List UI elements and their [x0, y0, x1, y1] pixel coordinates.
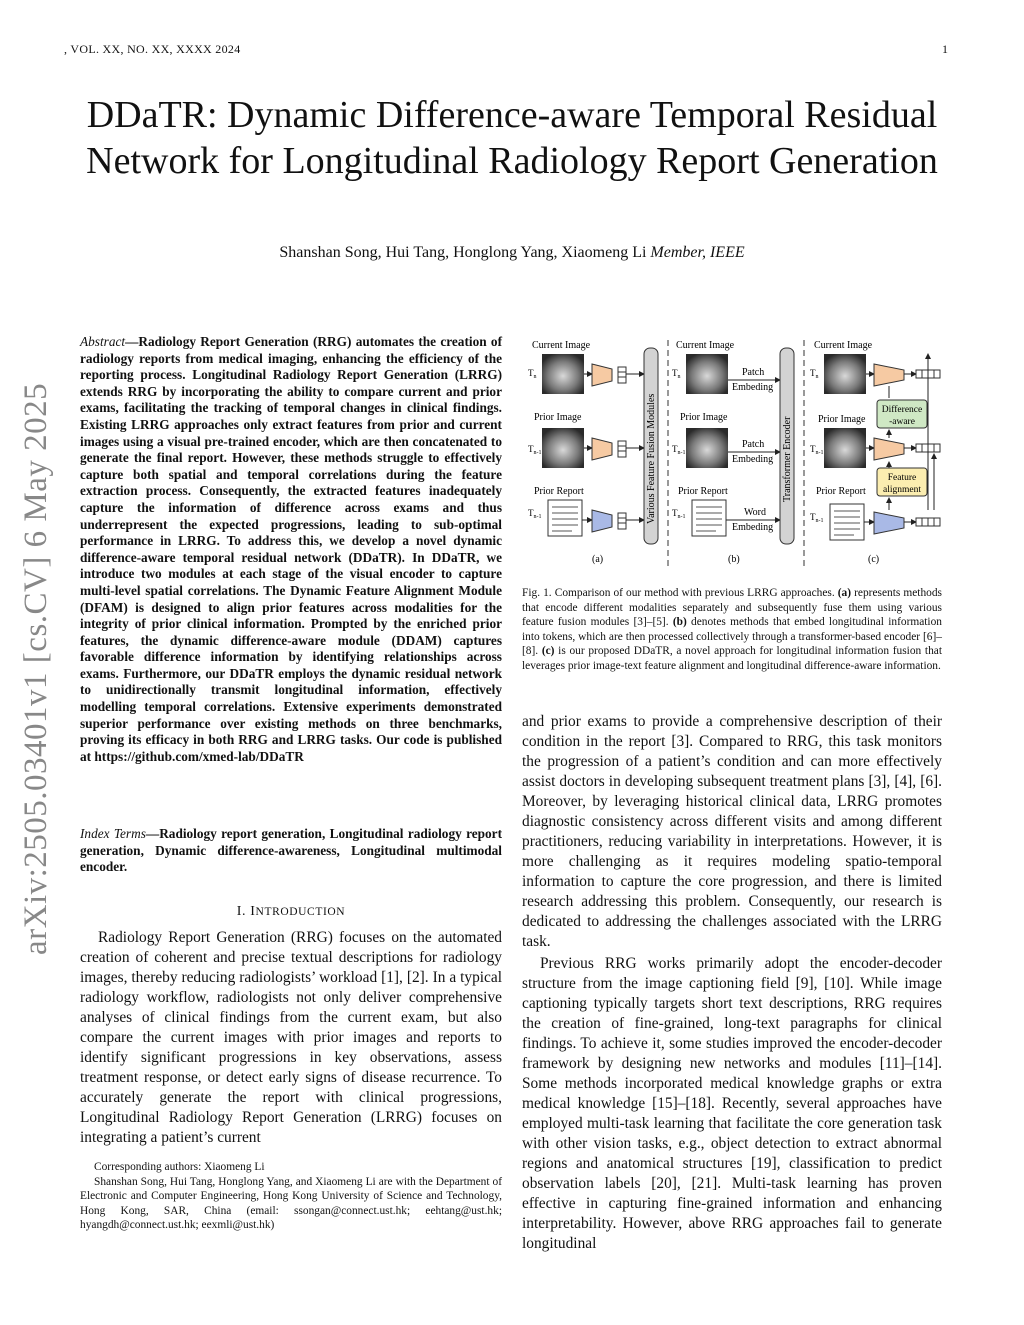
- panel-b-embed-1: Embeding: [732, 382, 774, 393]
- panel-c-tn: $T_n$: [810, 368, 819, 380]
- difference-label: Difference: [881, 405, 923, 415]
- author-membership: Member, IEEE: [650, 244, 745, 261]
- transformer-encoder-label: Transformer Encoder: [782, 416, 793, 502]
- footnote-corresponding: Corresponding authors: Xiaomeng Li: [94, 1161, 265, 1173]
- panel-b-prior-xray: [686, 428, 728, 468]
- panel-a-label: (a): [592, 554, 604, 565]
- panel-a-prior-xray: [542, 428, 584, 468]
- author-list: [60, 244, 964, 262]
- panel-b-embed-2: Embeding: [732, 454, 774, 465]
- panel-c-label: (c): [868, 554, 880, 565]
- panel-c-text-encoder: [874, 512, 904, 534]
- arxiv-watermark: arXiv:2505.03401v1 [cs.CV] 6 May 2025: [18, 382, 54, 955]
- panel-a-text-encoder: [592, 510, 612, 532]
- panel-b-patch-1: Patch: [742, 367, 765, 378]
- right-paragraph-2: Previous RRG works primarily adopt the encoder-decoder structure from the image captioning field [9], [10]. While image captioning typically targets short text descriptions, RRG requires the creation of fine-grained, long-text paragraphs for clinical findings. To achieve it, some studies improved the encoder-decoder framework by designing new networks and modules [11]–[14]. Some methods incorporated medical knowledge graphs or extra medical knowledge [15]–[18]. Recently, several approaches have employed multi-task learning that facilitate the core generation task with other vision tasks, e.g., object detection to extract abnormal regions and anatomical structures [19], classification to predict observation labels [20], [21]. Multi-task learning has proven effective in capturing fine-grained information and enhancing interpretability. However, above RRG approaches fail to generate longitudinal: [522, 955, 942, 1252]
- intro-paragraph: Radiology Report Generation (RRG) focuses on the automated creation of coherent and precise textual descriptions for radiology images, thereby reducing radiologists’ workload [1], [2]. In a typical radiology workflow, radiologists not only deliver comprehensive analyses of clinical findings from the current exam, but also compare the current images with prior images and reports to identify significant progressions in key observations, assess treatment response, or detect early signs of disease recurrence. To accurately generate the report with clinical progressions, Longitudinal Radiology Report Generation (LRRG) focuses on integrating a patient’s current: [80, 929, 502, 1146]
- figure-caption: [522, 586, 942, 674]
- aware-label: -aware: [889, 417, 915, 427]
- panel-a-report-label: Prior Report: [534, 486, 584, 497]
- panel-c-report-tn1: $T_{n-1}$: [810, 512, 824, 524]
- panel-b-patch-2: Patch: [742, 439, 765, 450]
- panel-b-current-xray: [686, 354, 728, 394]
- panel-a-tn: $T_n$: [528, 368, 537, 380]
- footnote: [80, 1160, 502, 1233]
- panel-b-embed-3: Embeding: [732, 522, 774, 533]
- panel-b-report-tn1: $T_{n-1}$: [672, 508, 686, 520]
- panel-a-current-xray: [542, 354, 584, 394]
- panel-b-label: (b): [728, 554, 740, 565]
- panel-c-prior-xray: [824, 428, 866, 468]
- panel-c-tn1: $T_{n-1}$: [810, 444, 824, 456]
- fusion-modules-label: Various Feature Fusion Modules: [646, 393, 657, 524]
- panel-c-current-label: Current Image: [814, 340, 873, 351]
- author-names: Shanshan Song, Hui Tang, Honglong Yang, Xiaomeng Li: [279, 244, 647, 261]
- alignment-label: alignment: [883, 485, 921, 495]
- panel-c-report-label: Prior Report: [816, 486, 866, 497]
- panel-a-report-tn1: $T_{n-1}$: [528, 508, 542, 520]
- panel-b-tn1: $T_{n-1}$: [672, 444, 686, 456]
- index-terms-label: Index Terms: [80, 826, 146, 841]
- panel-c-image-encoder-2: [874, 438, 904, 460]
- caption-b-text: denotes methods that embed longitudinal information into tokens, which are then processed collectively through a transformer-based encoder [6]–[8].: [522, 616, 942, 658]
- panel-a-image-encoder-2: [592, 438, 612, 460]
- section-title-initial: I: [250, 904, 256, 919]
- panel-b-report-label: Prior Report: [678, 486, 728, 497]
- panel-b-tn: $T_n$: [672, 368, 681, 380]
- panel-b-prior-label: Prior Image: [680, 412, 728, 423]
- index-terms-text: —Radiology report generation, Longitudinal radiology report generation, Dynamic difference-awareness, Longitudinal multimodal encoder.: [80, 826, 503, 875]
- panel-c-image-encoder-1: [874, 364, 904, 386]
- panel-a-current-label: Current Image: [532, 340, 591, 351]
- panel-a-tn1: $T_{n-1}$: [528, 444, 542, 456]
- index-terms: [80, 826, 502, 876]
- footnote-affiliation: Shanshan Song, Hui Tang, Honglong Yang, and Xiaomeng Li are with the Department of Electronic and Computer Engineering, Hong Kong University of Science and Technology, Hong Kong, SAR, China (email: ssongan@connect.ust.hk; eehtang@ust.hk; hyangdh@connect.ust.hk; eexmli@ust.hk): [80, 1175, 502, 1232]
- paper-title: DDaTR: Dynamic Difference-aware Temporal Residual Network for Longitudinal Radiology Report Generation: [86, 94, 938, 182]
- running-header: , VOL. XX, NO. XX, XXXX 2024: [64, 42, 241, 56]
- page-number: 1: [942, 42, 948, 56]
- panel-a-image-encoder-1: [592, 364, 612, 386]
- abstract-text: —Radiology Report Generation (RRG) automates the creation of radiology reports from medical imaging, enhancing the efficiency of the reporting process. Longitudinal Radiology Report Generation (LRRG) extends RRG by incorporating the ability to compare current and prior exams, facilitating the tracking of temporal changes in clinical findings. Existing LRRG approaches only extract features from prior and current images using a visual pre-trained encoder, which are then concatenated to generate the final report. However, these methods struggle to effectively capture both spatial and temporal correlations during the feature extraction process. Consequently, the extracted features inadequately capture the information of difference across exams and thus underrepresent the expected progressions, leading to sub-optimal performance in LRRG. To address this, we develop a novel dynamic difference-aware temporal residual network (DDaTR). In DDaTR, we introduce two modules at each stage of the visual encoder to capture multi-level spatial correlations. The Dynamic Feature Alignment Module (DFAM) is designed to align prior features across modalities for the integrity of prior clinical information. Prompted by the enriched prior features, the dynamic difference-aware module (DDAM) captures favorable difference information by identifying relationships across exams. Furthermore, our DDaTR employs the dynamic residual network to unidirectionally transmit longitudinal information, effectively modelling temporal correlations. Extensive experiments demonstrated superior performance over existing methods on three benchmarks, proving its efficacy in both RRG and LRRG tasks. Our code is published at https://github.com/xmed-lab/DDaTR: [80, 334, 502, 764]
- figure-1: [522, 334, 942, 574]
- abstract-label: Abstract: [80, 334, 126, 349]
- panel-b-word: Word: [744, 507, 766, 518]
- caption-c-text: is our proposed DDaTR, a novel approach for longitudinal information fusion that leverages prior image-text feature alignment and longitudinal difference-aware information.: [522, 645, 942, 672]
- caption-a-label: (a): [837, 587, 852, 599]
- abstract: [80, 334, 502, 765]
- caption-lead: Fig. 1. Comparison of our method with previous LRRG approaches.: [522, 587, 838, 599]
- panel-a-prior-label: Prior Image: [534, 412, 582, 423]
- right-paragraph-1: and prior exams to provide a comprehensive description of their condition in the report [3]. Compared to RRG, this task monitors the progression of a patient’s condition and can more effectively assist doctors in developing subsequent treatment plans [3], [4], [6]. Moreover, by leveraging historical clinical data, LRRG promotes diagnostic consistency across different visits and among different practitioners, reducing variability in interpretations. However, it is more challenging as it requires modeling spatio-temporal information to capture the core progression, and there is limited research addressing this problem. Consequently, our research is dedicated to addressing the challenges associated with the LRRG task.: [522, 713, 942, 950]
- caption-b-label: (b): [672, 616, 687, 629]
- figure-1-diagram: [522, 334, 942, 574]
- caption-c-label: (c): [541, 645, 555, 658]
- feature-label: Feature: [887, 473, 917, 483]
- caption-a-text: represents methods that encode different modalities separately and subsequently fuse them using various feature fusion modules [3]–[5].: [522, 587, 942, 629]
- section-heading: [80, 904, 502, 920]
- panel-c-prior-label: Prior Image: [818, 414, 866, 425]
- panel-b-current-label: Current Image: [676, 340, 735, 351]
- section-number: I.: [236, 904, 247, 919]
- panel-c-current-xray: [824, 354, 866, 394]
- section-title-rest: NTRODUCTION: [255, 906, 346, 918]
